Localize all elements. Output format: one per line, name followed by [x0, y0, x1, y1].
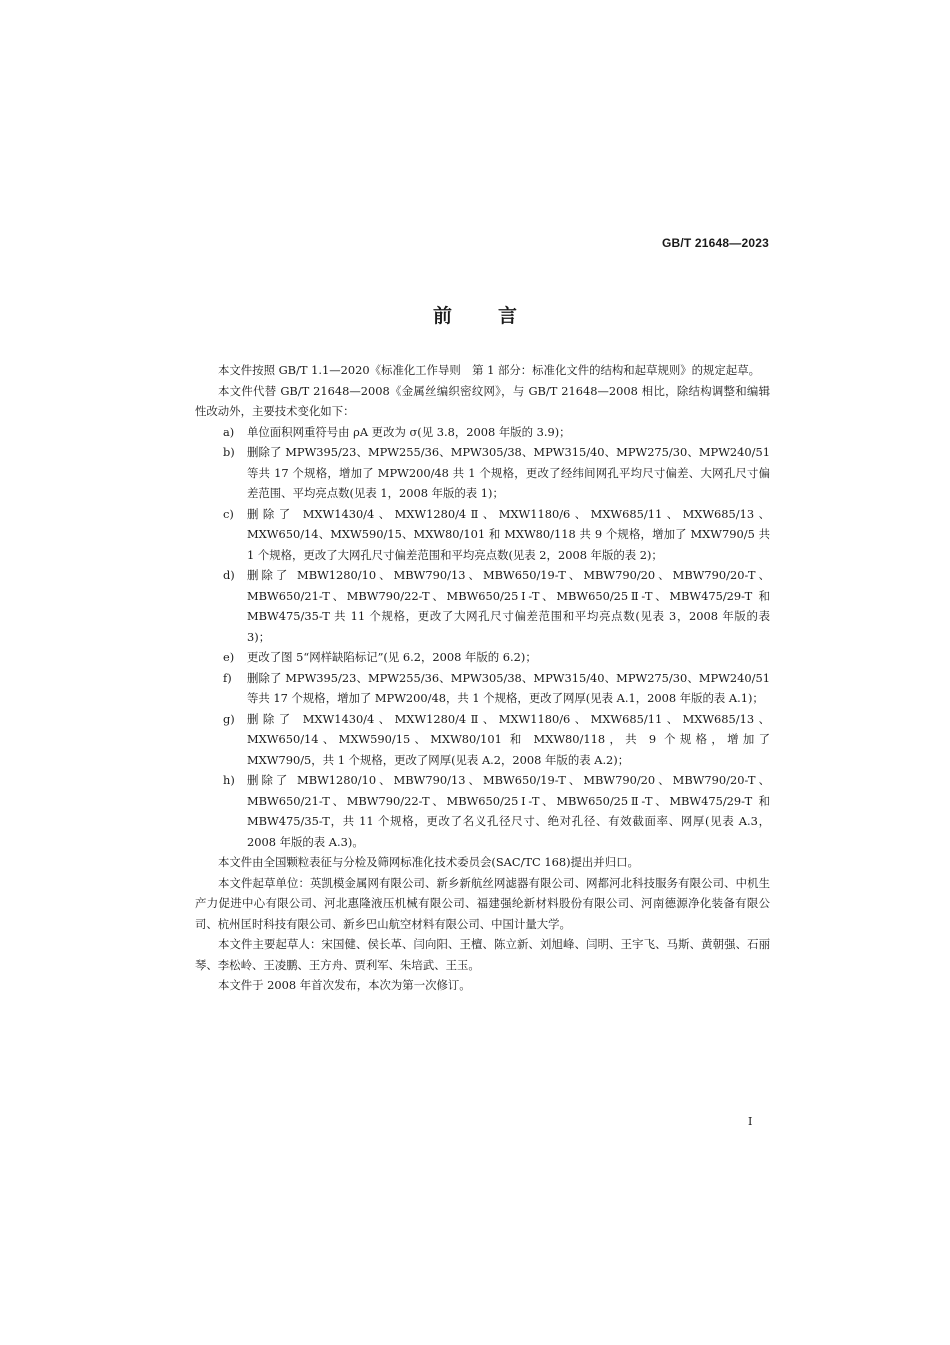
technical-changes-list [195, 422, 770, 853]
list-item [195, 565, 770, 647]
list-item-text: 删除了 MPW395/23、MPW255/36、MPW305/38、MPW315/40、MPW275/30、MPW240/51 等共 17 个规格，增加了 MPW200/48 共 1 个规格，更改了经纬间网孔平均尺寸偏差、大网孔尺寸偏差范围、平均亮点数(见表 1，2008 年版的表 1)； [247, 445, 770, 500]
document-number: GB/T 21648—2023 [661, 236, 769, 250]
list-item [195, 668, 770, 709]
publication-history-paragraph: 本文件于 2008 年首次发布，本次为第一次修订。 [218, 978, 471, 992]
list-item-text: 单位面积网重符号由 ρA 更改为 σ(见 3.8，2008 年版的 3.9)； [247, 424, 571, 439]
list-item-marker: f) [223, 670, 232, 685]
list-item-text: 删除了 MXW1430/4、MXW1280/4Ⅱ、MXW1180/6、MXW685/11、MXW685/13、MXW650/14、MXW590/15、MXW80/101 和 MXW80/118 共 9 个规格，增加了 MXW790/5 共 1 个规格，更改了大网孔尺寸偏差范围和平均亮点数(见表 2，2008 年版的表 2)； [247, 506, 770, 562]
list-item [195, 442, 770, 504]
list-item-marker: h) [223, 773, 235, 787]
intro-paragraph-drafting-rules: 本文件按照 GB/T 1.1—2020《标准化工作导则 第 1 部分：标准化文件的结构和起草规则》的规定起草。 [218, 363, 760, 377]
intro-paragraph-replacement: 本文件代替 GB/T 21648—2008《金属丝编织密纹网》，与 GB/T 21648—2008 相比，除结构调整和编辑性改动外，主要技术变化如下： [195, 383, 770, 418]
list-item-marker: d) [223, 568, 235, 582]
list-item-text: 删除了 MPW395/23、MPW255/36、MPW305/38、MPW315/40、MPW275/30、MPW240/51 等共 17 个规格，增加了 MPW200/48，共 1 个规格，更改了网厚(见表 A.1，2008 年版的表 A.1)； [247, 670, 770, 705]
drafting-organizations-paragraph: 本文件起草单位：英凯模金属网有限公司、新乡新航丝网滤器有限公司、网都河北科技服务有限公司、中机生产力促进中心有限公司、河北惠隆液压机械有限公司、福建强纶新材料股份有限公司、河南德源净化装备有限公司、杭州匡时科技有限公司、新乡巴山航空材料有限公司、中国计量大学。 [195, 875, 770, 931]
list-item-text: 删除了 MXW1430/4、MXW1280/4Ⅱ、MXW1180/6、MXW685/11、MXW685/13、MXW650/14、MXW590/15、MXW80/101 和 MXW80/118，共 9 个规格，增加了 MXW790/5，共 1 个规格，更改了网厚(见表 A.2，2008 年版的表 A.2)； [247, 711, 770, 767]
foreword-body [195, 360, 770, 996]
list-item-marker: b) [223, 445, 235, 459]
list-item-text: 删除了 MBW1280/10、MBW790/13、MBW650/19-T、MBW790/20、MBW790/20-T、MBW650/21-T、MBW790/22-T、MBW650/25Ⅰ-T、MBW650/25Ⅱ-T、MBW475/29-T 和 MBW475/35-T 共 11 个规格，更改了大网孔尺寸偏差范围和平均亮点数(见表 3，2008 年版的表 3)； [247, 568, 770, 644]
list-item [195, 422, 770, 443]
list-item [195, 504, 770, 566]
drafters-paragraph: 本文件主要起草人：宋国健、侯长革、闫向阳、王檀、陈立新、刘旭峰、闫明、王宇飞、马斯、黄朝强、石丽琴、李松岭、王凌鹏、王方舟、贾利军、朱培武、王玉。 [195, 937, 770, 972]
list-item [195, 709, 770, 771]
list-item-marker: c) [223, 506, 234, 521]
list-item-marker: a) [223, 424, 235, 439]
list-item-text: 删除了 MBW1280/10、MBW790/13、MBW650/19-T、MBW790/20、MBW790/20-T、MBW650/21-T、MBW790/22-T、MBW650/25Ⅰ-T、MBW650/25Ⅱ-T、MBW475/29-T 和 MBW475/35-T，共 11 个规格，更改了名义孔径尺寸、绝对孔径、有效截面率、网厚(见表 A.3，2008 年版的表 A.3)。 [247, 773, 770, 849]
list-item-marker: g) [223, 711, 235, 726]
list-item-marker: e) [223, 650, 235, 664]
list-item [195, 770, 770, 852]
page-number: I [748, 1115, 753, 1128]
list-item [195, 647, 770, 668]
page-title: 前言 [432, 305, 563, 327]
proposing-committee-paragraph: 本文件由全国颗粒表征与分检及筛网标准化技术委员会(SAC/TC 168)提出并归口。 [218, 855, 639, 869]
list-item-text: 更改了图 5“网样缺陷标记”(见 6.2，2008 年版的 6.2)； [247, 650, 537, 664]
